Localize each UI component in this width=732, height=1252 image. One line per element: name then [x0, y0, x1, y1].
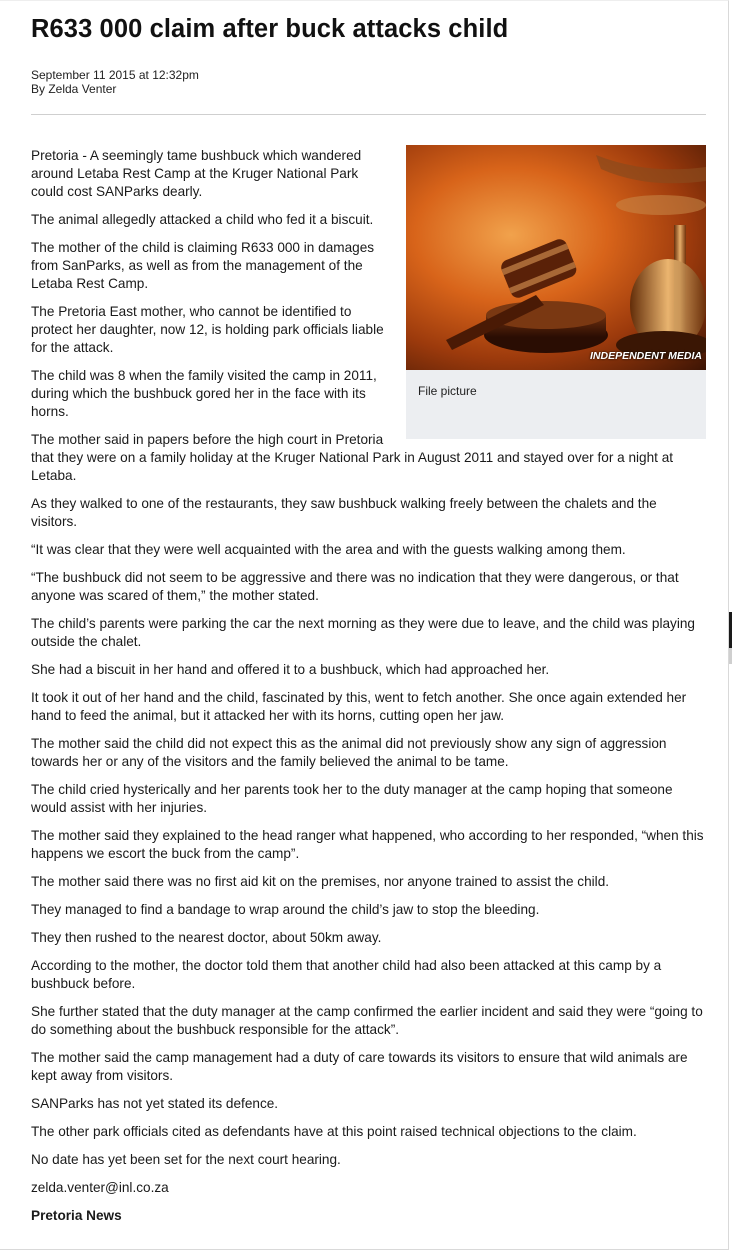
paragraph: “The bushbuck did not seem to be aggressive and there was no indication that they were dangerous, or that anyone was scared of them,” the mother stated. [31, 570, 679, 603]
paragraph: The mother said in papers before the high court in Pretoria that they were on a family holiday at the Kruger National Park in August 2011 and stayed over for a night at Letaba. [31, 432, 674, 483]
paragraph: SANParks has not yet stated its defence. [31, 1096, 279, 1111]
paragraph: The mother said the child did not expect this as the animal did not previously show any sign of aggression towards her or any of the visitors and the family believed the animal to be tame. [31, 736, 667, 769]
gavel-image [406, 145, 706, 370]
article-body [31, 147, 706, 1225]
paragraph: According to the mother, the doctor told them that another child had also been attacked at this camp by a bushbuck before. [31, 958, 662, 991]
paragraph: Pretoria - A seemingly tame bushbuck which wandered around Letaba Rest Camp at the Kruger National Park could cost SANParks dearly. [31, 148, 362, 199]
paragraph: The other park officials cited as defendants have at this point raised technical objections to the claim. [31, 1124, 637, 1139]
article-figure [406, 145, 706, 439]
paragraph: “It was clear that they were well acquainted with the area and with the guests walking among them. [31, 542, 626, 557]
paragraph: The child was 8 when the family visited the camp in 2011, during which the bushbuck gored her in the face with its horns. [31, 368, 377, 419]
article-date: September 11 2015 at 12:32pm [31, 68, 199, 82]
paragraph: They managed to find a bandage to wrap around the child’s jaw to stop the bleeding. [31, 902, 540, 917]
header-divider [31, 114, 706, 115]
paragraph: The mother said the camp management had a duty of care towards its visitors to ensure that wild animals are kept away from visitors. [31, 1050, 688, 1083]
paragraph: The mother of the child is claiming R633 000 in damages from SanParks, as well as from the management of the Letaba Rest Camp. [31, 240, 375, 291]
article-title: R633 000 claim after buck attacks child [31, 15, 509, 43]
paragraph: She further stated that the duty manager at the camp confirmed the earlier incident and said they were “going to do something about the bushbuck responsible for the attack”. [31, 1004, 703, 1037]
article-meta [31, 68, 706, 96]
paragraph: The child’s parents were parking the car the next morning as they were due to leave, and the child was playing outside the chalet. [31, 616, 695, 649]
paragraph: The mother said they explained to the head ranger what happened, who according to her responded, “when this happens we escort the buck from the camp”. [31, 828, 704, 861]
photo-gavel-scales [406, 145, 706, 370]
photo-caption: File picture [418, 384, 477, 398]
paragraph: As they walked to one of the restaurants, they saw bushbuck walking freely between the chalets and the visitors. [31, 496, 657, 529]
photo-credit: INDEPENDENT MEDIA [589, 350, 702, 362]
publication-source: Pretoria News [31, 1208, 122, 1223]
paragraph: It took it out of her hand and the child, fascinated by this, went to fetch another. She once again extended her hand to feed the animal, but it attacked her with its horns, cutting open her jaw. [31, 690, 687, 723]
paragraph: The Pretoria East mother, who cannot be identified to protect her daughter, now 12, is holding park officials liable for the attack. [31, 304, 384, 355]
paragraph: No date has yet been set for the next court hearing. [31, 1152, 341, 1167]
paragraph: The animal allegedly attacked a child who fed it a biscuit. [31, 212, 374, 227]
paragraph: She had a biscuit in her hand and offered it to a bushbuck, which had approached her. [31, 662, 550, 677]
article [31, 10, 706, 1225]
paragraph: They then rushed to the nearest doctor, about 50km away. [31, 930, 382, 945]
paragraph: The child cried hysterically and her parents took her to the duty manager at the camp hoping that someone would assist with her injuries. [31, 782, 673, 815]
author-email[interactable]: zelda.venter@inl.co.za [31, 1180, 169, 1195]
article-byline: By Zelda Venter [31, 82, 117, 96]
paragraph: The mother said there was no first aid kit on the premises, nor anyone trained to assist the child. [31, 874, 610, 889]
